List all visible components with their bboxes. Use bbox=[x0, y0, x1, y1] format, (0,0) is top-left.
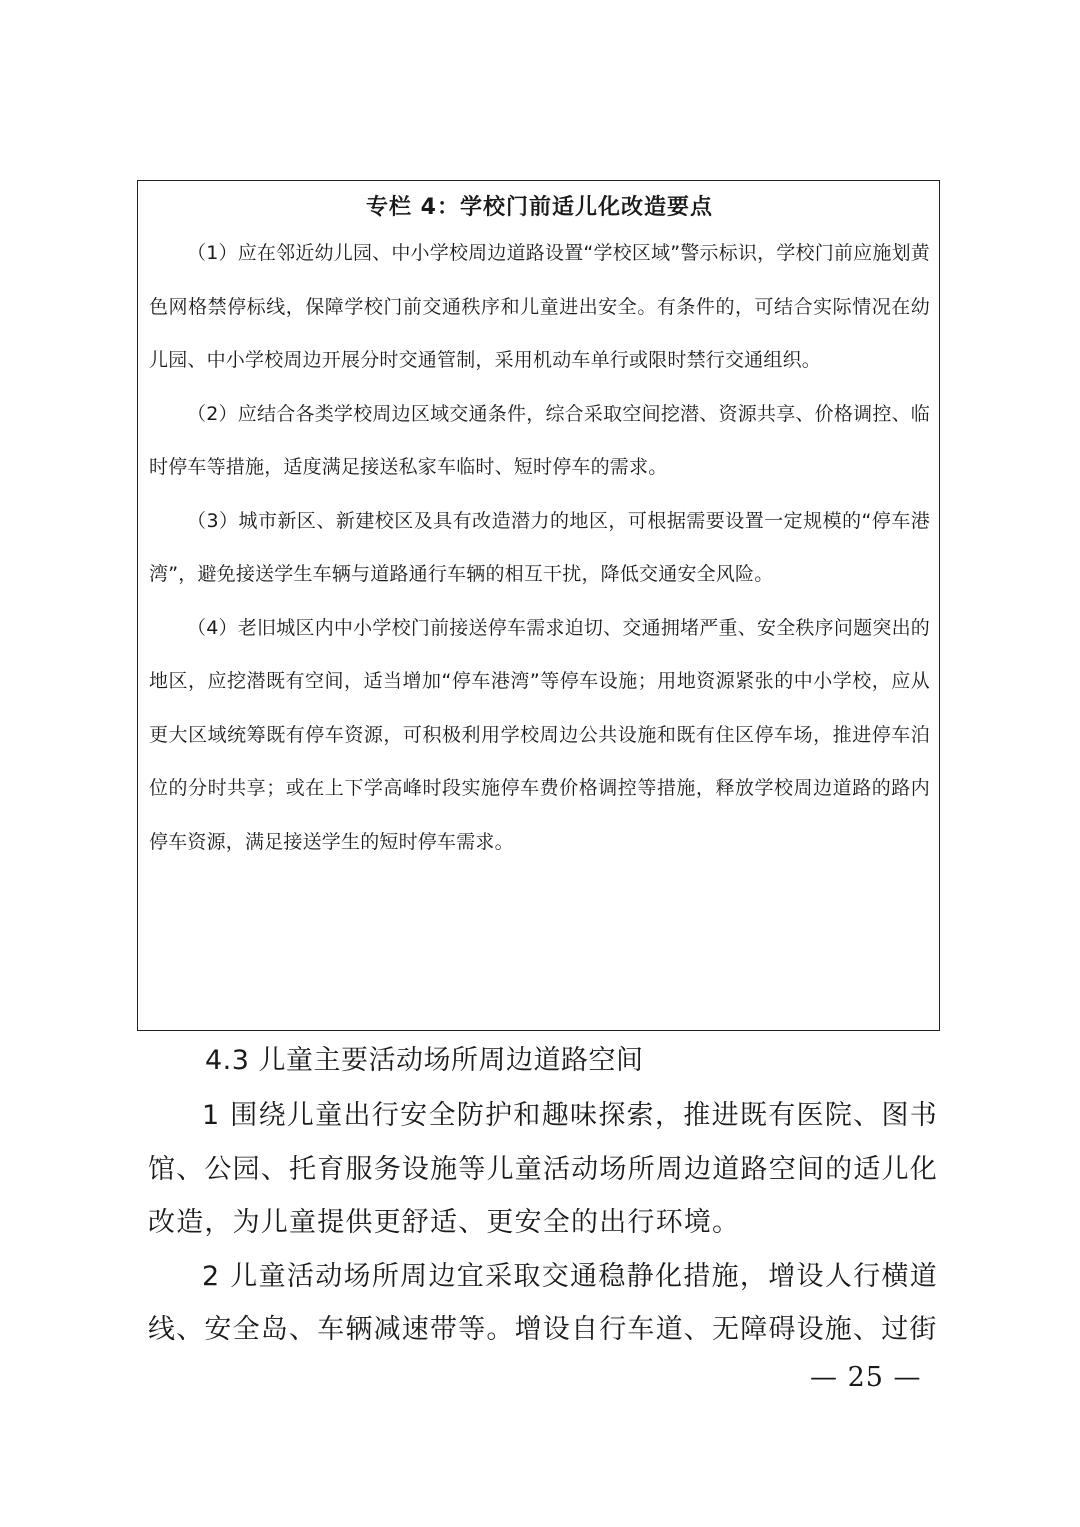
column-box-paragraph-3: （3）城市新区、新建校区及具有改造潜力的地区，可根据需要设置一定规模的“停车港湾”，避免接送学生车辆与道路通行车辆的相互干扰，降低交通安全风险。 bbox=[149, 509, 930, 585]
column-box-paragraph-2: （2）应结合各类学校周边区域交通条件，综合采取空间挖潜、资源共享、价格调控、临时停车等措施，适度满足接送私家车临时、短时停车的需求。 bbox=[149, 402, 930, 478]
column-box-title: 专栏 4：学校门前适儿化改造要点 bbox=[366, 195, 713, 220]
page-number: — 25 — bbox=[810, 1362, 922, 1393]
section-paragraph-2: 2 儿童活动场所周边宜采取交通稳静化措施，增设人行横道线、安全岛、车辆减速带等。增设自行车道、无障碍设施、过街 bbox=[148, 1260, 938, 1345]
column-box-paragraph-4: （4）老旧城区内中小学校门前接送停车需求迫切、交通拥堵严重、安全秩序问题突出的地区，应挖潜既有空间，适当增加“停车港湾”等停车设施；用地资源紧张的中小学校，应从更大区域统筹既有停车资源，可积极利用学校周边公共设施和既有住区停车场，推进停车泊位的分时共享；或在上下学高峰时段实施停车费价格调控等措施，释放学校周边道路的路内停车资源，满足接送学生的短时停车需求。 bbox=[149, 616, 930, 853]
section-body bbox=[148, 1089, 938, 1357]
column-box-body bbox=[149, 227, 930, 869]
column-box bbox=[137, 180, 940, 1031]
section-paragraph-1: 1 围绕儿童出行安全防护和趣味探索，推进既有医院、图书馆、公园、托育服务设施等儿童活动场所周边道路空间的适儿化改造，为儿童提供更舒适、更安全的出行环境。 bbox=[148, 1100, 938, 1238]
column-box-paragraph-1: （1）应在邻近幼儿园、中小学校周边道路设置“学校区域”警示标识，学校门前应施划黄色网格禁停标线，保障学校门前交通秩序和儿童进出安全。有条件的，可结合实际情况在幼儿园、中小学校周边开展分时交通管制，采用机动车单行或限时禁行交通组织。 bbox=[149, 242, 930, 371]
section-heading: 4.3 儿童主要活动场所周边道路空间 bbox=[205, 1045, 644, 1076]
